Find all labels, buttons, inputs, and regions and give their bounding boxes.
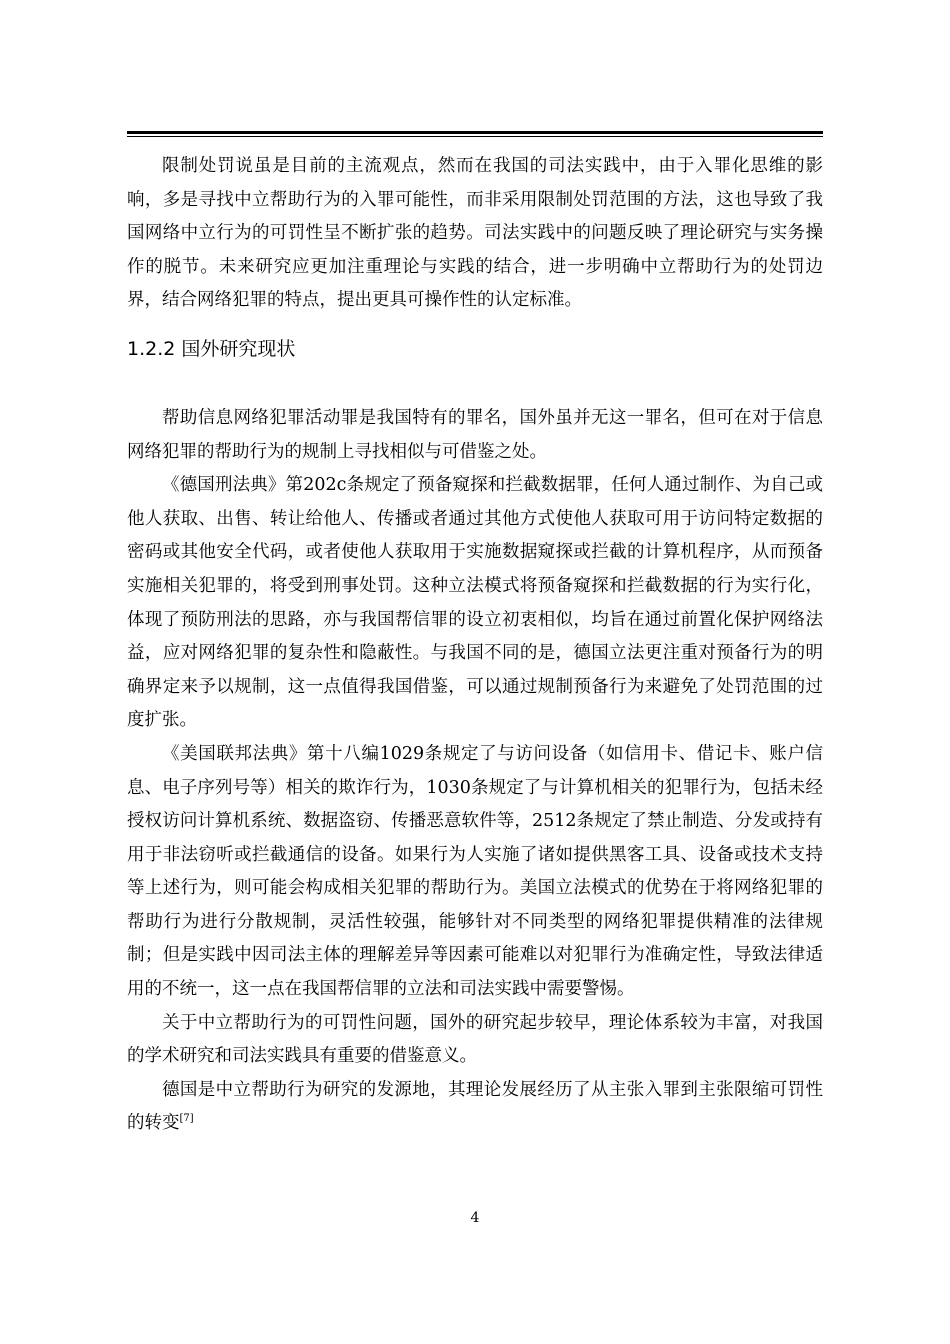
page-number: 4: [470, 1210, 480, 1226]
body-paragraph-with-citation: [127, 1074, 823, 1141]
header-rule-thick: [127, 131, 823, 134]
citation-marker[interactable]: [7]: [179, 1113, 194, 1125]
header-double-rule: [127, 131, 823, 137]
page-body: [127, 150, 823, 1141]
spacer: [127, 384, 823, 402]
body-paragraph: 帮助信息网络犯罪活动罪是我国特有的罪名，国外虽并无这一罪名，但可在对于信息网络犯罪的帮助行为的规制上寻找相似与可借鉴之处。: [127, 407, 823, 462]
body-paragraph: 《德国刑法典》第202c条规定了预备窥探和拦截数据罪，任何人通过制作、为自己或他人获取、出售、转让给他人、传播或者通过其他方式使他人获取可用于访问特定数据的密码或其他安全代码，或者使他人获取用于实施数据窥探或拦截的计算机程序，从而预备实施相关犯罪的，将受到刑事处罚。这种立法模式将预备窥探和拦截数据的行为实行化，体现了预防刑法的思路，亦与我国帮信罪的设立初衷相似，均旨在通过前置化保护网络法益，应对网络犯罪的复杂性和隐蔽性。与我国不同的是，德国立法更注重对预备行为的明确界定来予以规制，这一点值得我国借鉴，可以通过规制预备行为来避免了处罚范围的过度扩张。: [127, 475, 823, 731]
body-paragraph: 限制处罚说虽是目前的主流观点，然而在我国的司法实践中，由于入罪化思维的影响，多是寻找中立帮助行为的入罪可能性，而非采用限制处罚范围的方法，这也导致了我国网络中立行为的可罚性呈不断扩张的趋势。司法实践中的问题反映了理论研究与实务操作的脱节。未来研究应更加注重理论与实践的结合，进一步明确中立帮助行为的处罚边界，结合网络犯罪的特点，提出更具可操作性的认定标准。: [127, 156, 823, 311]
paragraph-text: 德国是中立帮助行为研究的发源地，其理论发展经历了从主张入罪到主张限缩可罚性的转变: [127, 1079, 823, 1134]
header-rule-thin: [127, 136, 823, 137]
body-paragraph: 《美国联邦法典》第十八编1029条规定了与访问设备（如信用卡、借记卡、账户信息、电子序列号等）相关的欺诈行为，1030条规定了与计算机相关的犯罪行为，包括未经授权访问计算机系统、数据盗窃、传播恶意软件等，2512条规定了禁止制造、分发或持有用于非法窃听或拦截通信的设备。如果行为人实施了诸如提供黑客工具、设备或技术支持等上述行为，则可能会构成相关犯罪的帮助行为。美国立法模式的优势在于将网络犯罪的帮助行为进行分散规制，灵活性较强，能够针对不同类型的网络犯罪提供精准的法律规制；但是实践中因司法主体的理解差异等因素可能难以对犯罪行为准确定性，导致法律适用的不统一，这一点在我国帮信罪的立法和司法实践中需要警惕。: [127, 743, 823, 1000]
body-paragraph: 关于中立帮助行为的可罚性问题，国外的研究起步较早，理论体系较为丰富，对我国的学术研究和司法实践具有重要的借鉴意义。: [127, 1012, 823, 1067]
section-heading: 1.2.2 国外研究现状: [127, 337, 296, 360]
